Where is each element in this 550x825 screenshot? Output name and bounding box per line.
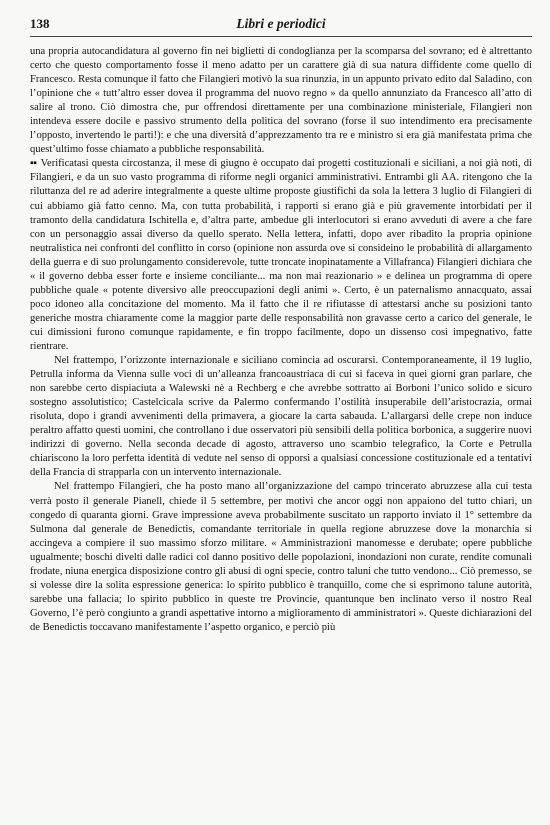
section-marker: ▪▪ — [30, 158, 37, 170]
page-number: 138 — [30, 16, 50, 31]
paragraph-2-text: Verificatasi questa circostanza, il mese di giugno è occupato dai progetti costituzionali e siciliani, a noi già noti, di Filangieri, e da un suo vasto programma di riforme negli organici amministrativi. Entrambi gli AA. ritengono che la riluttanza del re ad aderire integralmente a queste ultime proposte giustifichi da sola la lettera 3 luglio di Filangieri di cui abbiamo già fatto cenno. Ma, con tutta probabilità, i rapporti si erano già e più gravemente intorbidati per il tramonto della candidatura Ischitella e, d’altra parte, ambedue gli interlocutori si erano avveduti di avere a che fare con un personaggio assai diverso da quello sperato. Nella lettera, infatti, dopo aver ribadito la propria opinione neutralistica nei confronti del conflitto in corso (opinione non assurda ove si consideino le probabilità di allargamento della guerra e di suo prolungamento considerevole, tutte troncate inopinatamente a Villafranca) Filangieri dichiara che « il governo debba esser forte e insieme conciliante... ma non mai reazionario » e delinea un programma di opere pubbliche quale « potente diversivo alle preoccupazioni degli animi ». Certo, è un paternalismo annacquato, assai poco idoneo alla concitazione del momento. Ma il fatto che il re rifiutasse di attestarsi anche su posizioni tanto generiche mostra chiaramente come la maggior parte delle responsabilità non gravasse certo a carico del generale, le cui dimissioni furono comunque rapidamente, e fin troppo facilmente, dopo un dissenso così impegnativo, fatte rientrare. — [30, 158, 532, 352]
running-title: Libri e periodici — [236, 16, 326, 31]
paragraph-3: Nel frattempo, l’orizzonte internazionale e siciliano comincia ad oscurarsi. Contemporaneamente, il 19 luglio, Petrulla informa da Vienna sulle voci di un’alleanza francoaustriaca di cui si faceva in quei giorni gran parlare, che non sarebbe certo dispiaciuta a Walewski nè a Rechberg e che avrebbe sottratto ai Borboni l’unico solido e sicuro sostegno assolutistico; Castelcicala scrive da Palermo confermando l’ostilità insuperabile dell’aristocrazia, ormai risoluta, dopo i grandi avvenimenti della primavera, a giocare la carta sabauda. L’allargarsi delle crepe non induce peraltro affatto questi uomini, che controllano i due osservatori più sensibili della politica borbonica, a suggerire nuovi indirizzi di governo. Nella seconda decade di agosto, attraverso uno scambio telegrafico, la Corte e Petrulla chiariscono la loro perfetta identità di vedute nel senso di opporsi a qualsiasi concessione costituzionale ed a tentativi della Francia di strapparla con un intervento internazionale. — [30, 355, 532, 479]
paragraph-1: una propria autocandidatura al governo fin nei biglietti di condoglianza per la scomparsa del sovrano; ed è altrettanto certo che questo comportamento fosse il meno adatto per un carattere già di sua natura diffidente come quello di Francesco. Resta comunque il fatto che Filangieri motivò la sua rinunzia, in un appunto privato edito dal Saladino, con l’opinione che « tutt’altro esser dovea il programma del nuovo regno » da quello annunziato da Francesco all’atto di salire al trono. Ciò dimostra che, pur offrendosi direttamente per una combinazione ministeriale, Filangieri non intendeva essere docile e passivo strumento della politica del sovrano (forse il suo intendimento era precisamente l’opposto, invertendo le parti!): e che una diversità d’apprezzamento tra re e ministro si era già manifestata prima che quest’ultimo fosse chiamato a pubbliche responsabilità. — [30, 46, 532, 156]
article-body — [30, 45, 532, 635]
page-header — [30, 14, 532, 37]
paragraph-4: Nel frattempo Filangieri, che ha posto mano all’organizzazione del campo trincerato abruzzese alla cui testa verrà posto il generale Pianell, chiede il 5 settembre, per motivi che ancor oggi non appaiono del tutto chiari, un congedo di quaranta giorni. Grave impressione aveva probabilmente suscitato un rapporto inviato il 1° settembre da Sulmona dal generale de Benedictis, comandante territoriale in quella regione abruzzese dove la monarchia si accingeva a compiere il suo massimo sforzo militare. « Amministrazioni manomesse e derubate; opere pubbliche ugualmente; boschi divelti dalle radici col danno positivo delle popolazioni, inondazioni non curate, rendite comunali frodate, niuna energica disposizione contro gli abusi di ogni specie, contro taluni che tutto vendono... Ciò premesso, se si volesse dire la solita espressione generica: lo spirito pubblico è tranquillo, come che si esprimono talune autorità, sarebbe una fallacia; lo spirito pubblico in queste tre Provincie, quantunque ben inclinato verso il nostro Real Governo, l’è però congiunto a grandi aspettative intorno a miglioramento di amministratori ». Queste dichiarazioni del de Benedictis toccavano manifestamente l’aspetto organico, e perciò più — [30, 481, 532, 633]
paragraph-2 — [30, 157, 532, 354]
